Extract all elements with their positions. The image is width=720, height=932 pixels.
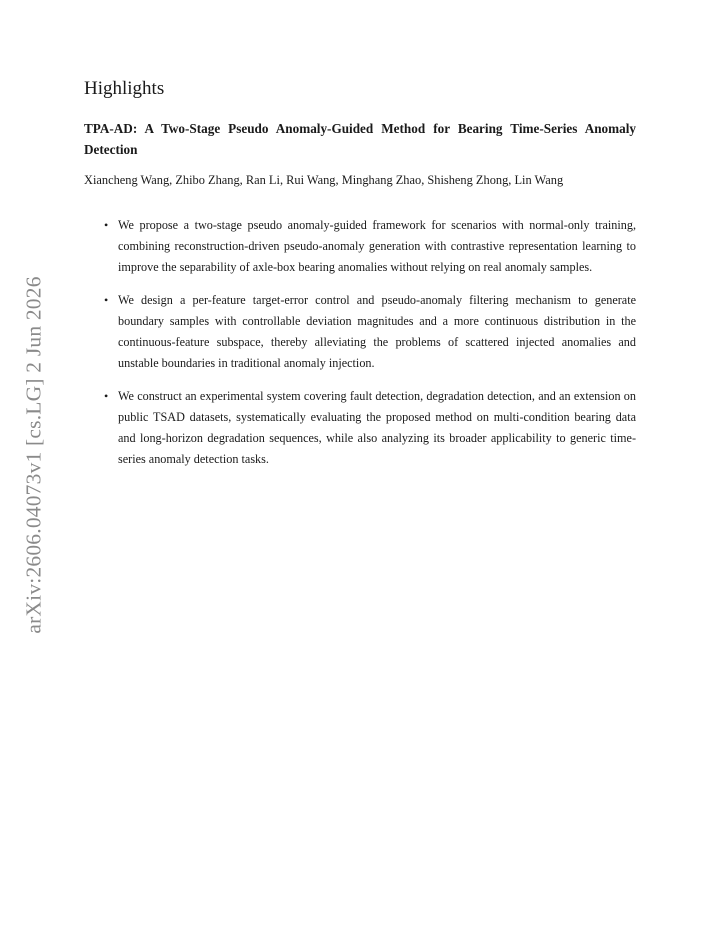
highlights-section [84, 78, 636, 482]
highlight-item [104, 386, 636, 470]
bullet-icon: • [104, 218, 109, 232]
paper-title: TPA-AD: A Two-Stage Pseudo Anomaly-Guided Method for Bearing Time-Series Anomaly Detection [84, 121, 636, 157]
bullet-icon: • [104, 389, 109, 403]
bullet-icon: • [104, 293, 109, 307]
author-list: Xiancheng Wang, Zhibo Zhang, Ran Li, Rui Wang, Minghang Zhao, Shisheng Zhong, Lin Wang [84, 173, 564, 187]
highlights-list [84, 215, 636, 470]
highlight-text: We design a per-feature target-error control and pseudo-anomaly filtering mechanism to generate boundary samples with controllable deviation magnitudes and a more continuous distribution in the continuous-feature subspace, thereby alleviating the problems of scattered injected anomalies and unstable boundaries in traditional anomaly injection. [118, 293, 636, 370]
highlights-heading: Highlights [84, 78, 165, 99]
arxiv-identifier-stamp: arXiv:2606.04073v1 [cs.LG] 2 Jun 2026 [21, 276, 46, 634]
highlight-text: We construct an experimental system covering fault detection, degradation detection, and an extension on public TSAD datasets, systematically evaluating the proposed method on multi-condition bearing data and long-horizon degradation sequences, while also analyzing its broader applicability to generic time-series anomaly detection tasks. [118, 389, 636, 466]
highlight-item [104, 290, 636, 374]
highlight-text: We propose a two-stage pseudo anomaly-guided framework for scenarios with normal-only training, combining reconstruction-driven pseudo-anomaly generation with contrastive representation learning to improve the separability of axle-box bearing anomalies without relying on real anomaly samples. [118, 218, 636, 274]
highlight-item [104, 215, 636, 278]
